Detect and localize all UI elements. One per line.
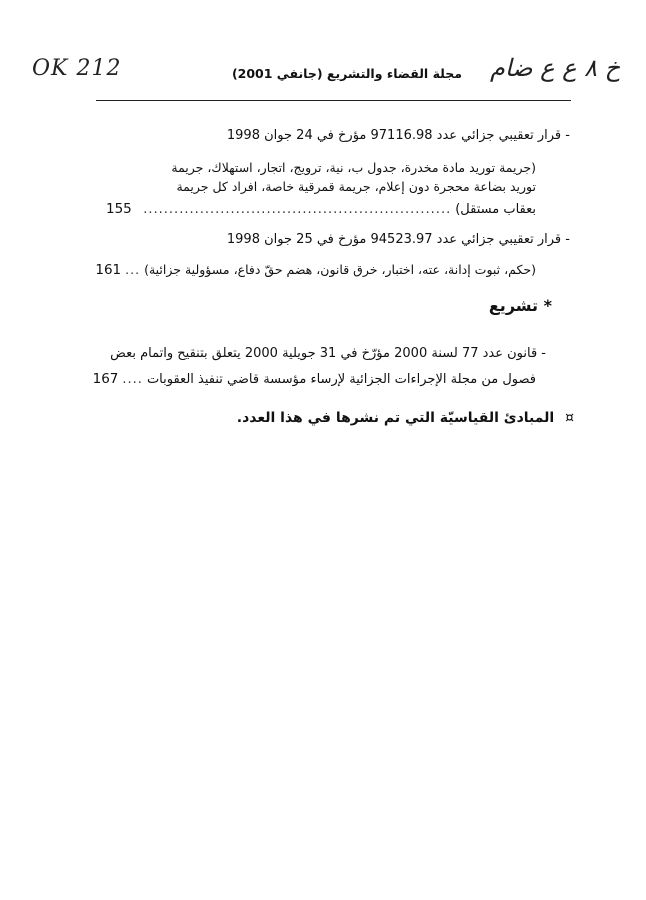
entry-2-leader-line — [95, 260, 536, 280]
description-line: توريد بضاعة محجرة دون إعلام، جريمة قمرقية خاصة، افراد كل جريمة — [176, 179, 536, 194]
entry-1-description — [106, 158, 536, 196]
law-line-2: فصول من مجلة الإجراءات الجزائية لإرساء مؤسسة قاضي تنفيذ العقوبات — [146, 372, 536, 387]
journal-header-title: مجلة القضاء والتشريع (جانفي 2001) — [231, 66, 462, 81]
law-leader-line — [92, 370, 536, 389]
entry-title-text: قرار تعقيبي جزائي عدد 97116.98 مؤرخ في 24 جوان 1998 — [226, 128, 562, 143]
section-heading-legislation: * تشريع — [488, 296, 552, 315]
leader-dots: ............................................................ — [143, 202, 452, 217]
handwritten-note-left: OK 212 — [32, 56, 122, 81]
leader-dots: .... — [122, 372, 143, 387]
entry-1-leader-line — [106, 200, 536, 219]
entry-title-text: قرار تعقيبي جزائي عدد 94523.97 مؤرخ في 25 جوان 1998 — [226, 232, 562, 247]
description-line: (جريمة توريد مادة مخدرة، جدول ب، نية، ترويج، اتجار، استهلاك، جريمة — [171, 160, 536, 175]
entry-dash: - — [565, 128, 570, 143]
entry-1-title — [110, 126, 570, 145]
page-number: 155 — [106, 201, 132, 217]
leader-dots: ... — [125, 262, 141, 277]
law-line-1: - قانون عدد 77 لسنة 2000 مؤرّخ في 31 جويلية 2000 يتعلق بتنقيح واتمام بعض — [110, 346, 546, 361]
principles-text: المبادئ القياسيّة التي تم نشرها في هذا العدد. — [236, 410, 555, 426]
entry-2-title — [110, 230, 570, 249]
page-number: 167 — [92, 371, 119, 387]
bullet-icon: ¤ — [565, 410, 574, 426]
header-divider — [96, 100, 571, 101]
principles-line — [237, 410, 574, 426]
page-number: 161 — [95, 262, 122, 278]
entry-dash: - — [565, 232, 570, 247]
handwritten-note-right: خ ٨ ع ع ضام — [490, 54, 621, 82]
description-last-line: (حكم، ثبوت إدانة، عته، اختبار، خرق قانون، هضم حقّ دفاع، مسؤولية جزائية) — [144, 262, 536, 277]
description-last-line: بعقاب مستقل) — [455, 202, 536, 217]
